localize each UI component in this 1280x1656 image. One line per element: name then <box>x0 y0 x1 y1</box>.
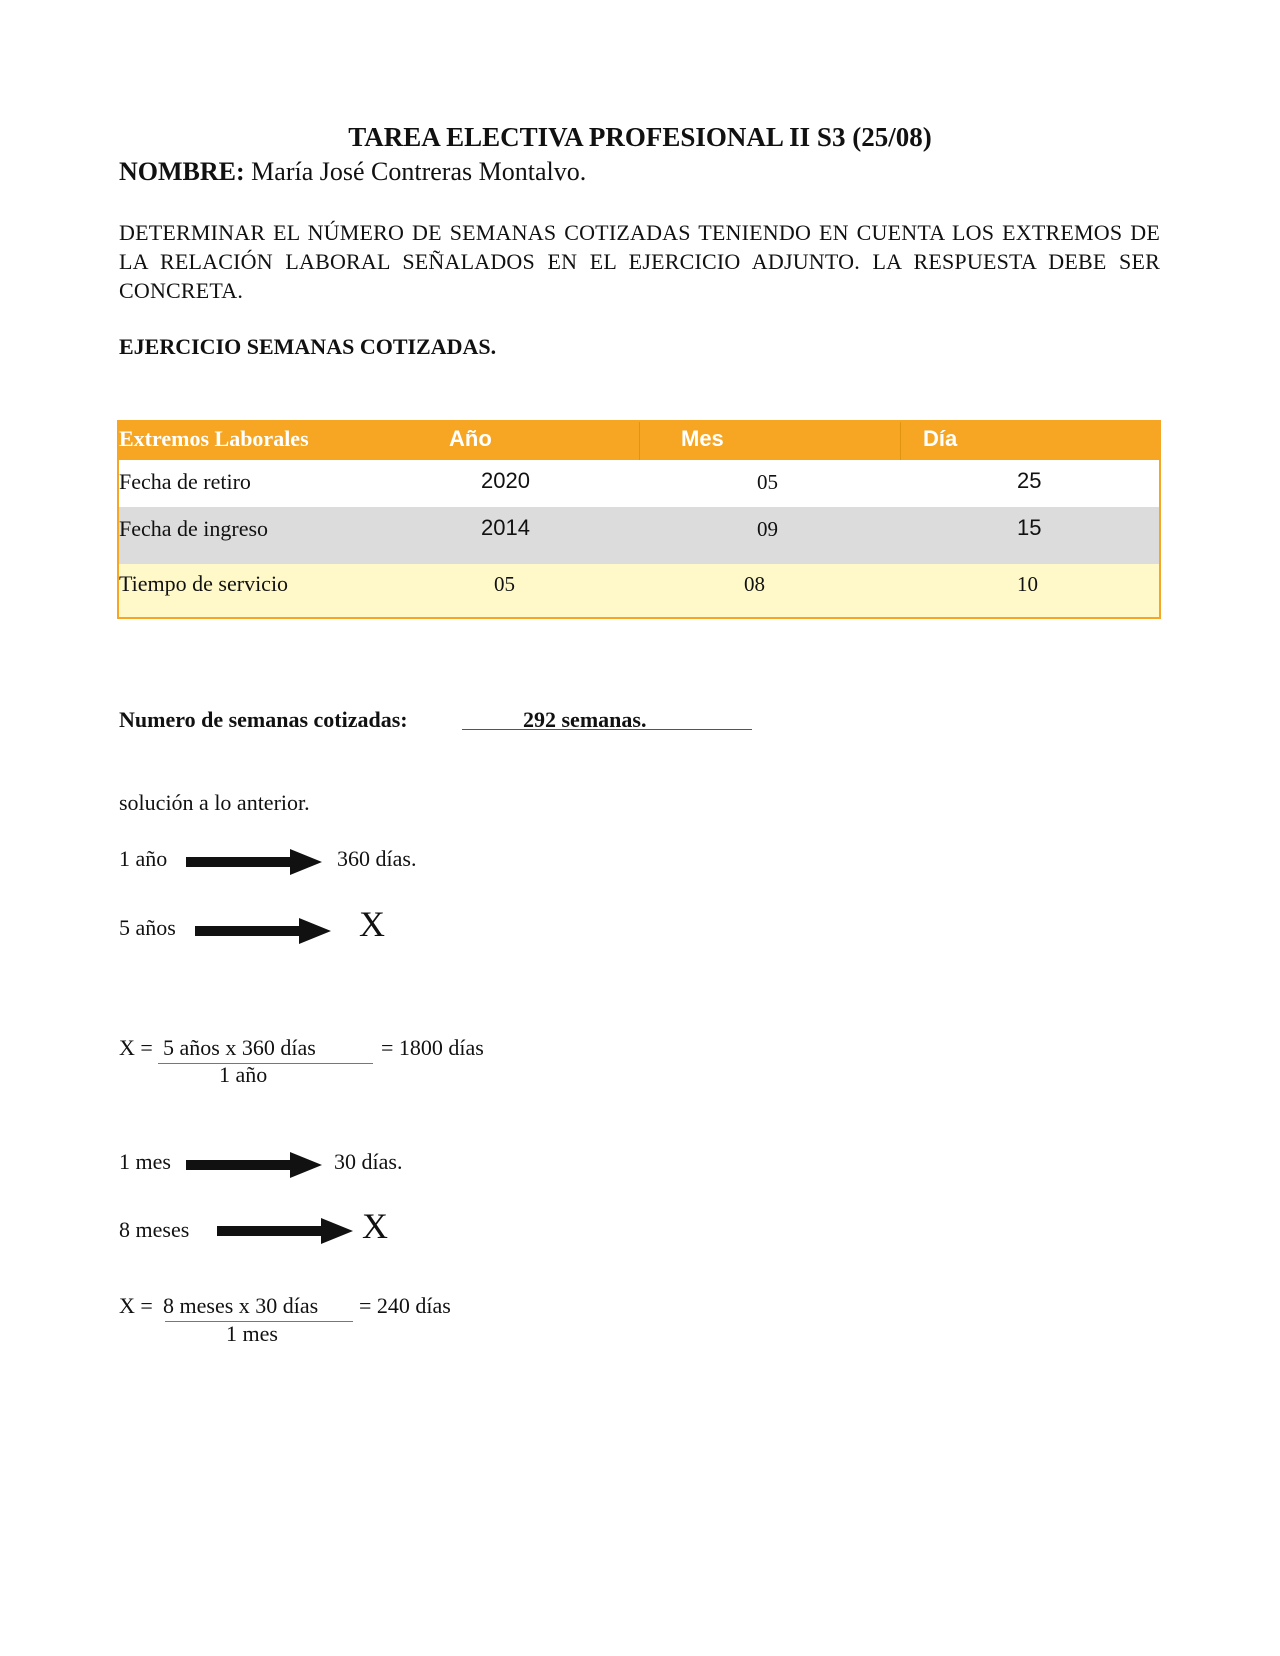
column-divider <box>900 422 901 460</box>
exercise-heading: EJERCICIO SEMANAS COTIZADAS. <box>119 334 497 359</box>
name-value: María José Contreras Montalvo. <box>244 157 587 186</box>
table-cell: 15 <box>1017 515 1042 540</box>
rule-right-text: 30 días. <box>334 1149 403 1174</box>
table-cell: Fecha de retiro <box>119 469 251 494</box>
table-header-row <box>119 422 1159 460</box>
table-cell: 05 <box>757 470 778 494</box>
unknown-x: X <box>359 904 385 944</box>
equation-result: = 1800 días <box>381 1035 484 1060</box>
rule-left-text: 1 año <box>119 846 168 871</box>
arrow-right-icon <box>217 1216 355 1246</box>
table-cell: 2014 <box>481 515 530 540</box>
rule-left-text: 8 meses <box>119 1217 190 1242</box>
arrow-right-icon <box>195 916 333 946</box>
equation-numerator: 8 meses x 30 días <box>163 1293 319 1318</box>
table-cell: Fecha de ingreso <box>119 516 269 541</box>
rule-left-text: 5 años <box>119 915 176 940</box>
table-row <box>119 460 1159 507</box>
unknown-x: X <box>362 1206 388 1246</box>
rule-right-text: 360 días. <box>337 846 417 871</box>
weeks-label: Numero de semanas cotizadas: <box>119 707 408 732</box>
arrow-right-icon <box>186 1150 324 1180</box>
table-cell: 25 <box>1017 468 1042 493</box>
equation-denominator: 1 mes <box>226 1321 278 1346</box>
solution-intro: solución a lo anterior. <box>119 790 310 815</box>
arrow-right-icon <box>186 847 324 877</box>
table-cell: 08 <box>744 572 765 596</box>
column-divider <box>639 422 640 460</box>
page-title: TAREA ELECTIVA PROFESIONAL II S3 (25/08) <box>348 122 932 152</box>
table-row <box>119 507 1159 564</box>
equation-lhs: X = <box>119 1293 153 1318</box>
table-header-cell: Año <box>449 426 492 451</box>
table-header-cell: Extremos Laborales <box>119 426 309 451</box>
table-cell: Tiempo de servicio <box>119 571 289 596</box>
table-header-cell: Mes <box>681 426 724 451</box>
equation-numerator: 5 años x 360 días <box>163 1035 316 1060</box>
weeks-answer: 292 semanas. <box>523 707 647 732</box>
name-label: NOMBRE: <box>119 157 245 186</box>
equation-result: = 240 días <box>359 1293 451 1318</box>
instructions-paragraph: DETERMINAR EL NÚMERO DE SEMANAS COTIZADAS TENIENDO EN CUENTA LOS EXTREMOS DE LA RELACIÓN LABORAL SEÑALADOS EN EL EJERCICIO ADJUNTO. LA RESPUESTA DEBE SER CONCRETA. <box>119 220 1160 303</box>
table-cell: 05 <box>494 572 515 596</box>
rule-left-text: 1 mes <box>119 1149 171 1174</box>
table-cell: 09 <box>757 517 778 541</box>
equation-lhs: X = <box>119 1035 153 1060</box>
table-header-cell: Día <box>923 426 958 451</box>
table-cell: 2020 <box>481 468 530 493</box>
student-name <box>119 157 586 187</box>
table-cell: 10 <box>1017 572 1038 596</box>
table-row <box>119 564 1159 617</box>
equation-denominator: 1 año <box>219 1062 268 1087</box>
labor-extremes-table <box>117 420 1161 619</box>
